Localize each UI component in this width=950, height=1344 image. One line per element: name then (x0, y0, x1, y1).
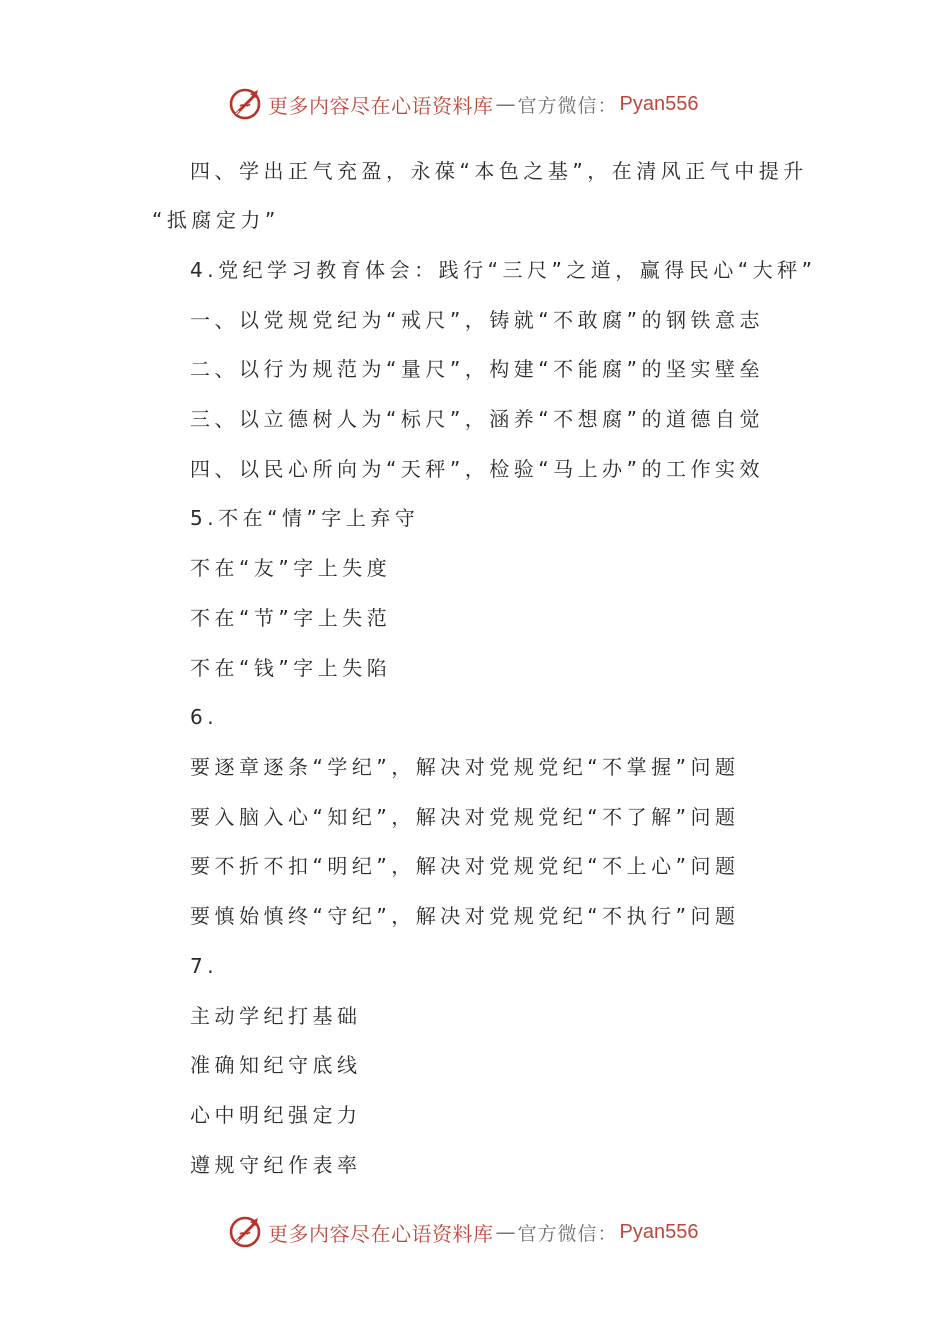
text-line: 准确知纪守底线 (190, 1053, 362, 1077)
banner-wechat-label: 官方微信： (517, 94, 618, 117)
text-line: 四、学出正气充盈，永葆“本色之基”，在清风正气中提升 (190, 159, 808, 183)
text-line: 二、以行为规范为“量尺”，构建“不能腐”的坚实壁垒 (190, 357, 764, 381)
banner-wechat-id: Pyan556 (619, 92, 699, 115)
banner-dash: — (495, 1220, 516, 1244)
heading-line: 4.党纪学习教育体会：践行“三尺”之道，赢得民心“大秤” (190, 258, 817, 282)
text-line: 要不折不扣“明纪”，解决对党规党纪“不上心”问题 (190, 854, 740, 878)
banner-wechat-label: 官方微信： (517, 1222, 618, 1245)
banner-site-name: 更多内容尽在心语资料库 (268, 93, 494, 118)
footer-banner (0, 1210, 950, 1254)
text-line: 不在“钱”字上失陷 (190, 656, 392, 680)
text-line: 要慎始慎终“守纪”，解决对党规党纪“不执行”问题 (190, 904, 740, 928)
pen-logo-icon (228, 1214, 264, 1250)
heading-line: 6. (190, 705, 219, 729)
heading-line: 7. (190, 954, 219, 978)
text-line: 要入脑入心“知纪”，解决对党规党纪“不了解”问题 (190, 805, 740, 829)
heading-line: 5.不在“情”字上弃守 (190, 506, 420, 530)
text-line: 不在“友”字上失度 (190, 556, 392, 580)
text-line: 不在“节”字上失范 (190, 606, 392, 630)
text-line: 要逐章逐条“学纪”，解决对党规党纪“不掌握”问题 (190, 755, 740, 779)
text-line: 遵规守纪作表率 (190, 1153, 362, 1177)
text-line: 三、以立德树人为“标尺”，涵养“不想腐”的道德自觉 (190, 407, 764, 431)
text-line: “抵腐定力” (152, 208, 280, 232)
banner-dash: — (495, 92, 516, 116)
banner-wechat-id: Pyan556 (619, 1220, 699, 1243)
banner-site-name: 更多内容尽在心语资料库 (268, 1221, 494, 1246)
text-line: 一、以党规党纪为“戒尺”，铸就“不敢腐”的钢铁意志 (190, 308, 764, 332)
text-line: 主动学纪打基础 (190, 1004, 362, 1028)
text-line: 心中明纪强定力 (190, 1103, 362, 1127)
text-line: 四、以民心所向为“天秤”，检验“马上办”的工作实效 (190, 457, 764, 481)
